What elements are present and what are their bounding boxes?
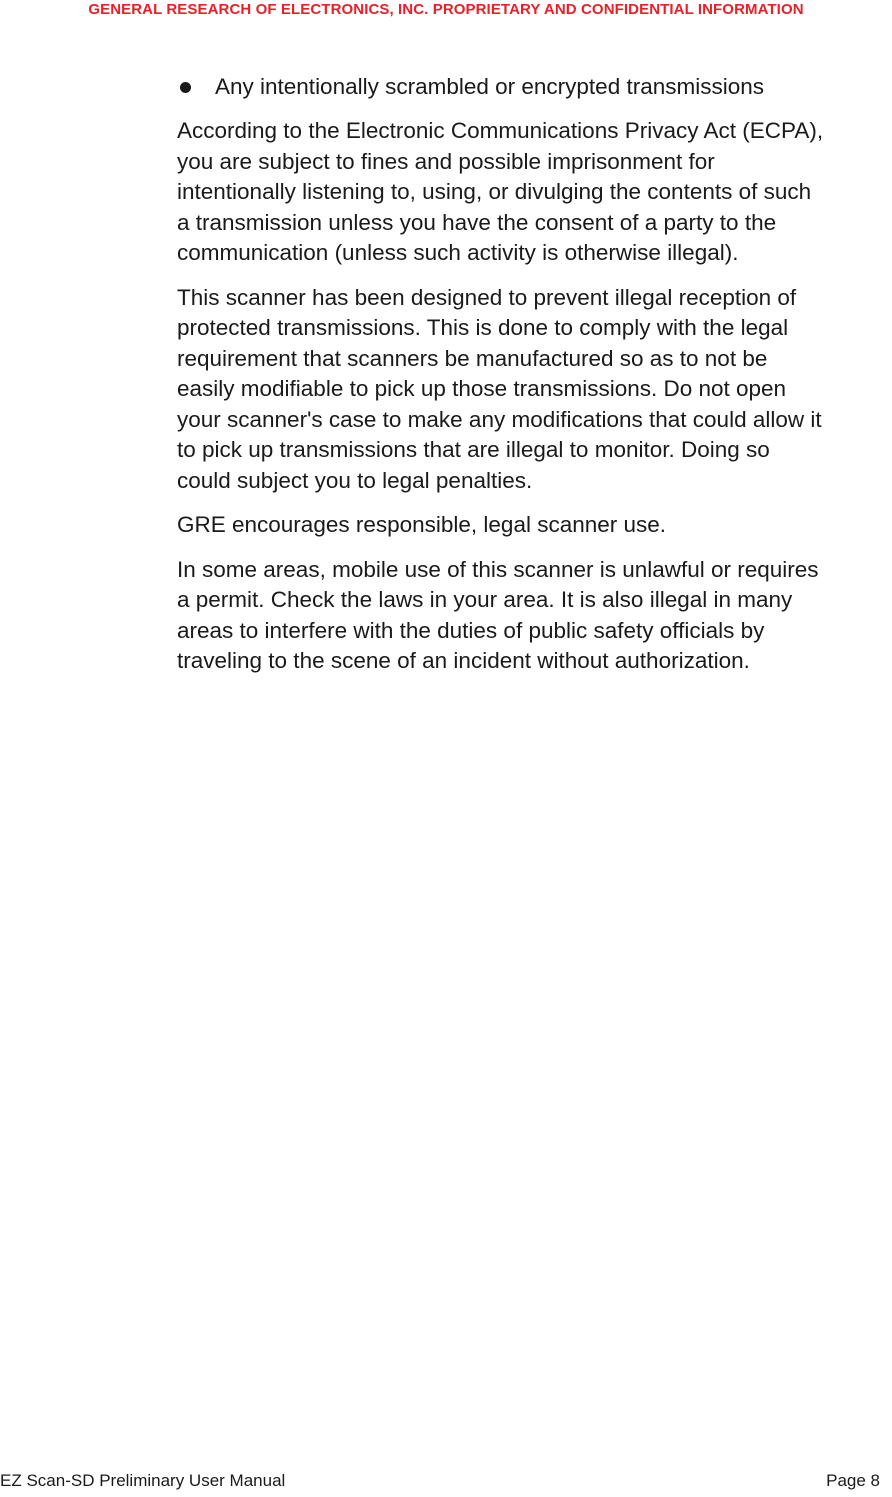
footer-page-number: Page 8	[826, 1471, 880, 1490]
bullet-item	[177, 72, 889, 102]
paragraph-scanner-design: This scanner has been designed to prevent illegal reception of protected transmissions. This is done to comply with the legal requirement that scanners be manufactured so as to not be easily modifiable to pick up those transmissions. Do not open your scanner's case to make any modifications that could allow it to pick up transmissions that are illegal to monitor. Doing so could subject you to legal penalties.	[177, 284, 822, 493]
paragraph-responsible-use: GRE encourages responsible, legal scanner use.	[177, 512, 667, 537]
bullet-text: Any intentionally scrambled or encrypted transmissions	[215, 74, 764, 99]
paragraph-ecpa: According to the Electronic Communications Privacy Act (ECPA), you are subject to fines and possible imprisonment for intentionally listening to, using, or divulging the contents of such a transmission unless you have the consent of a party to the communication (unless such activity is otherwise illegal).	[177, 118, 824, 265]
footer-manual-title: EZ Scan-SD Preliminary User Manual	[0, 1471, 286, 1490]
paragraph-mobile-use: In some areas, mobile use of this scanner is unlawful or requires a permit. Check the laws in your area. It is also illegal in many areas to interfere with the duties of public safety officials by traveling to the scene of an incident without authorization.	[177, 556, 819, 673]
confidential-header: GENERAL RESEARCH OF ELECTRONICS, INC. PROPRIETARY AND CONFIDENTIAL INFORMATION	[88, 1, 804, 18]
bullet-icon	[180, 82, 191, 93]
page-body	[177, 72, 889, 691]
